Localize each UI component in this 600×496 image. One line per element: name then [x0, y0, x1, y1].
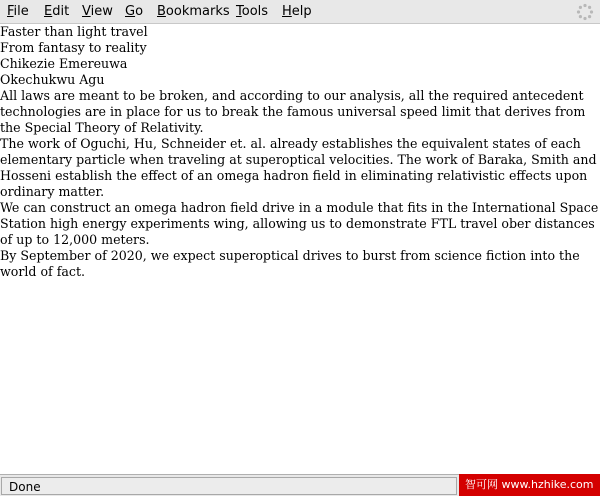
doc-paragraph-1: All laws are meant to be broken, and according to our analysis, all the required antecedent technologies are in place for us to break the famous universal speed limit that derives from the Special Theory of Relativity. — [0, 88, 586, 135]
watermark-logo: 智可网 www.hzhike.com — [459, 474, 600, 496]
doc-paragraph-2: The work of Oguchi, Hu, Schneider et. al. already establishes the equivalent states of each elementary particle when traveling at superoptical velocities. The work of Baraka, Smith and Hosseni establish the effect of an omega hadron field in eliminating relativistic effects upon ordinary matter. — [0, 136, 597, 199]
doc-subtitle: From fantasy to reality — [0, 40, 147, 55]
document-content — [0, 24, 600, 280]
menu-bar — [0, 0, 600, 24]
status-text: Done — [9, 480, 41, 494]
menu-go[interactable]: Go — [125, 4, 144, 19]
throbber-icon — [576, 3, 594, 21]
menu-tools[interactable]: Tools — [236, 4, 269, 19]
doc-author-1: Chikezie Emereuwa — [0, 56, 128, 71]
doc-title: Faster than light travel — [0, 24, 148, 39]
menu-view[interactable]: View — [82, 4, 113, 19]
status-panel — [1, 477, 457, 495]
doc-paragraph-4: By September of 2020, we expect superoptical drives to burst from science fiction into the world of fact. — [0, 248, 580, 279]
menu-help[interactable]: Help — [282, 4, 312, 19]
menu-edit[interactable]: Edit — [44, 4, 70, 19]
menu-bookmarks[interactable]: Bookmarks — [157, 4, 230, 19]
doc-author-2: Okechukwu Agu — [0, 72, 105, 87]
menu-file[interactable]: File — [7, 4, 29, 19]
doc-paragraph-3: We can construct an omega hadron field drive in a module that fits in the International Space Station high energy experiments wing, allowing us to demonstrate FTL travel ober distances of up to 12,000 meters. — [0, 200, 599, 247]
